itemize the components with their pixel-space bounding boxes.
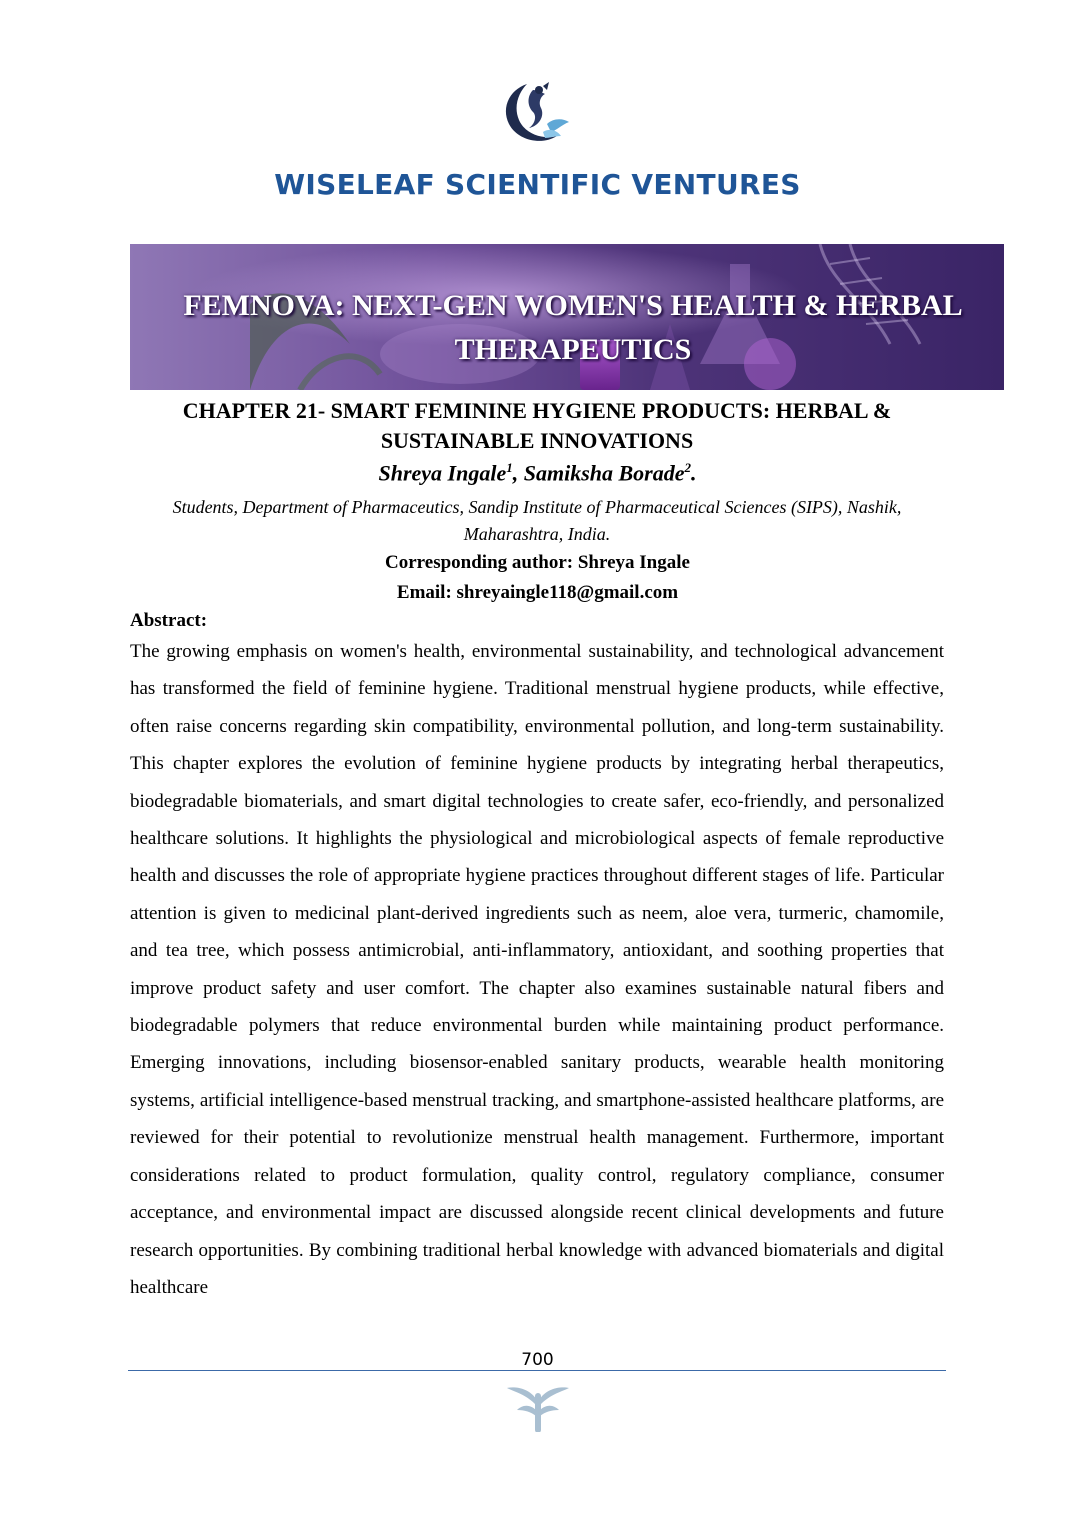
author-name: Shreya Ingale: [378, 460, 507, 486]
footer-divider: [128, 1370, 946, 1371]
corresponding-author: Corresponding author: Shreya Ingale: [385, 552, 690, 573]
abstract-heading: Abstract:: [130, 610, 208, 631]
author-affiliation-mark: 1: [506, 460, 513, 475]
page-number: 700: [521, 1350, 554, 1370]
book-title: FEMNOVA: NEXT-GEN WOMEN'S HEALTH & HERBAL THERAPEUTICS: [183, 289, 963, 366]
book-title-banner: [130, 244, 1004, 390]
author-affiliation-mark: 2: [684, 460, 691, 475]
publisher-name: WISELEAF SCIENTIFIC VENTURES: [274, 168, 801, 201]
author-separator: ,: [512, 460, 524, 486]
chapter-title: CHAPTER 21- SMART FEMININE HYGIENE PRODUCTS: HERBAL & SUSTAINABLE INNOVATIONS: [182, 398, 892, 453]
author-separator: .: [691, 460, 697, 486]
author-name: Samiksha Borade: [523, 460, 685, 486]
wiseleaf-logo-icon: [497, 78, 577, 150]
author-list: [0, 460, 1075, 486]
leaf-sprout-icon: [505, 1382, 571, 1432]
affiliation: Students, Department of Pharmaceutics, Sandip Institute of Pharmaceutical Sciences (SIPS), Nashik, Maharashtra, India.: [172, 497, 902, 544]
abstract-body: The growing emphasis on women's health, environmental sustainability, and technological advancement has transformed the field of feminine hygiene. Traditional menstrual hygiene products, while effective, often raise concerns regarding skin compatibility, environmental pollution, and long-term sustainability. This chapter explores the evolution of feminine hygiene products by integrating herbal therapeutics, biodegradable biomaterials, and smart digital technologies to create safer, eco-friendly, and personalized healthcare solutions. It highlights the physiological and microbiological aspects of female reproductive health and discusses the role of appropriate hygiene practices throughout different stages of life. Particular attention is given to medicinal plant-derived ingredients such as neem, aloe vera, turmeric, chamomile, and tea tree, which possess antimicrobial, anti-inflammatory, antioxidant, and soothing properties that improve product safety and user comfort. The chapter also examines sustainable natural fibers and biodegradable polymers that reduce environmental burden while maintaining product performance. Emerging innovations, including biosensor-enabled sanitary products, wearable health monitoring systems, artificial intelligence-based menstrual tracking, and smartphone-assisted healthcare platforms, are reviewed for their potential to revolutionize menstrual health management. Furthermore, important considerations related to product formulation, quality control, regulatory compliance, consumer acceptance, and environmental impact are discussed alongside recent clinical developments and future research opportunities. By combining traditional herbal knowledge with advanced biomaterials and digital healthcare: [130, 641, 944, 1298]
author-email: Email: shreyaingle118@gmail.com: [396, 582, 679, 603]
